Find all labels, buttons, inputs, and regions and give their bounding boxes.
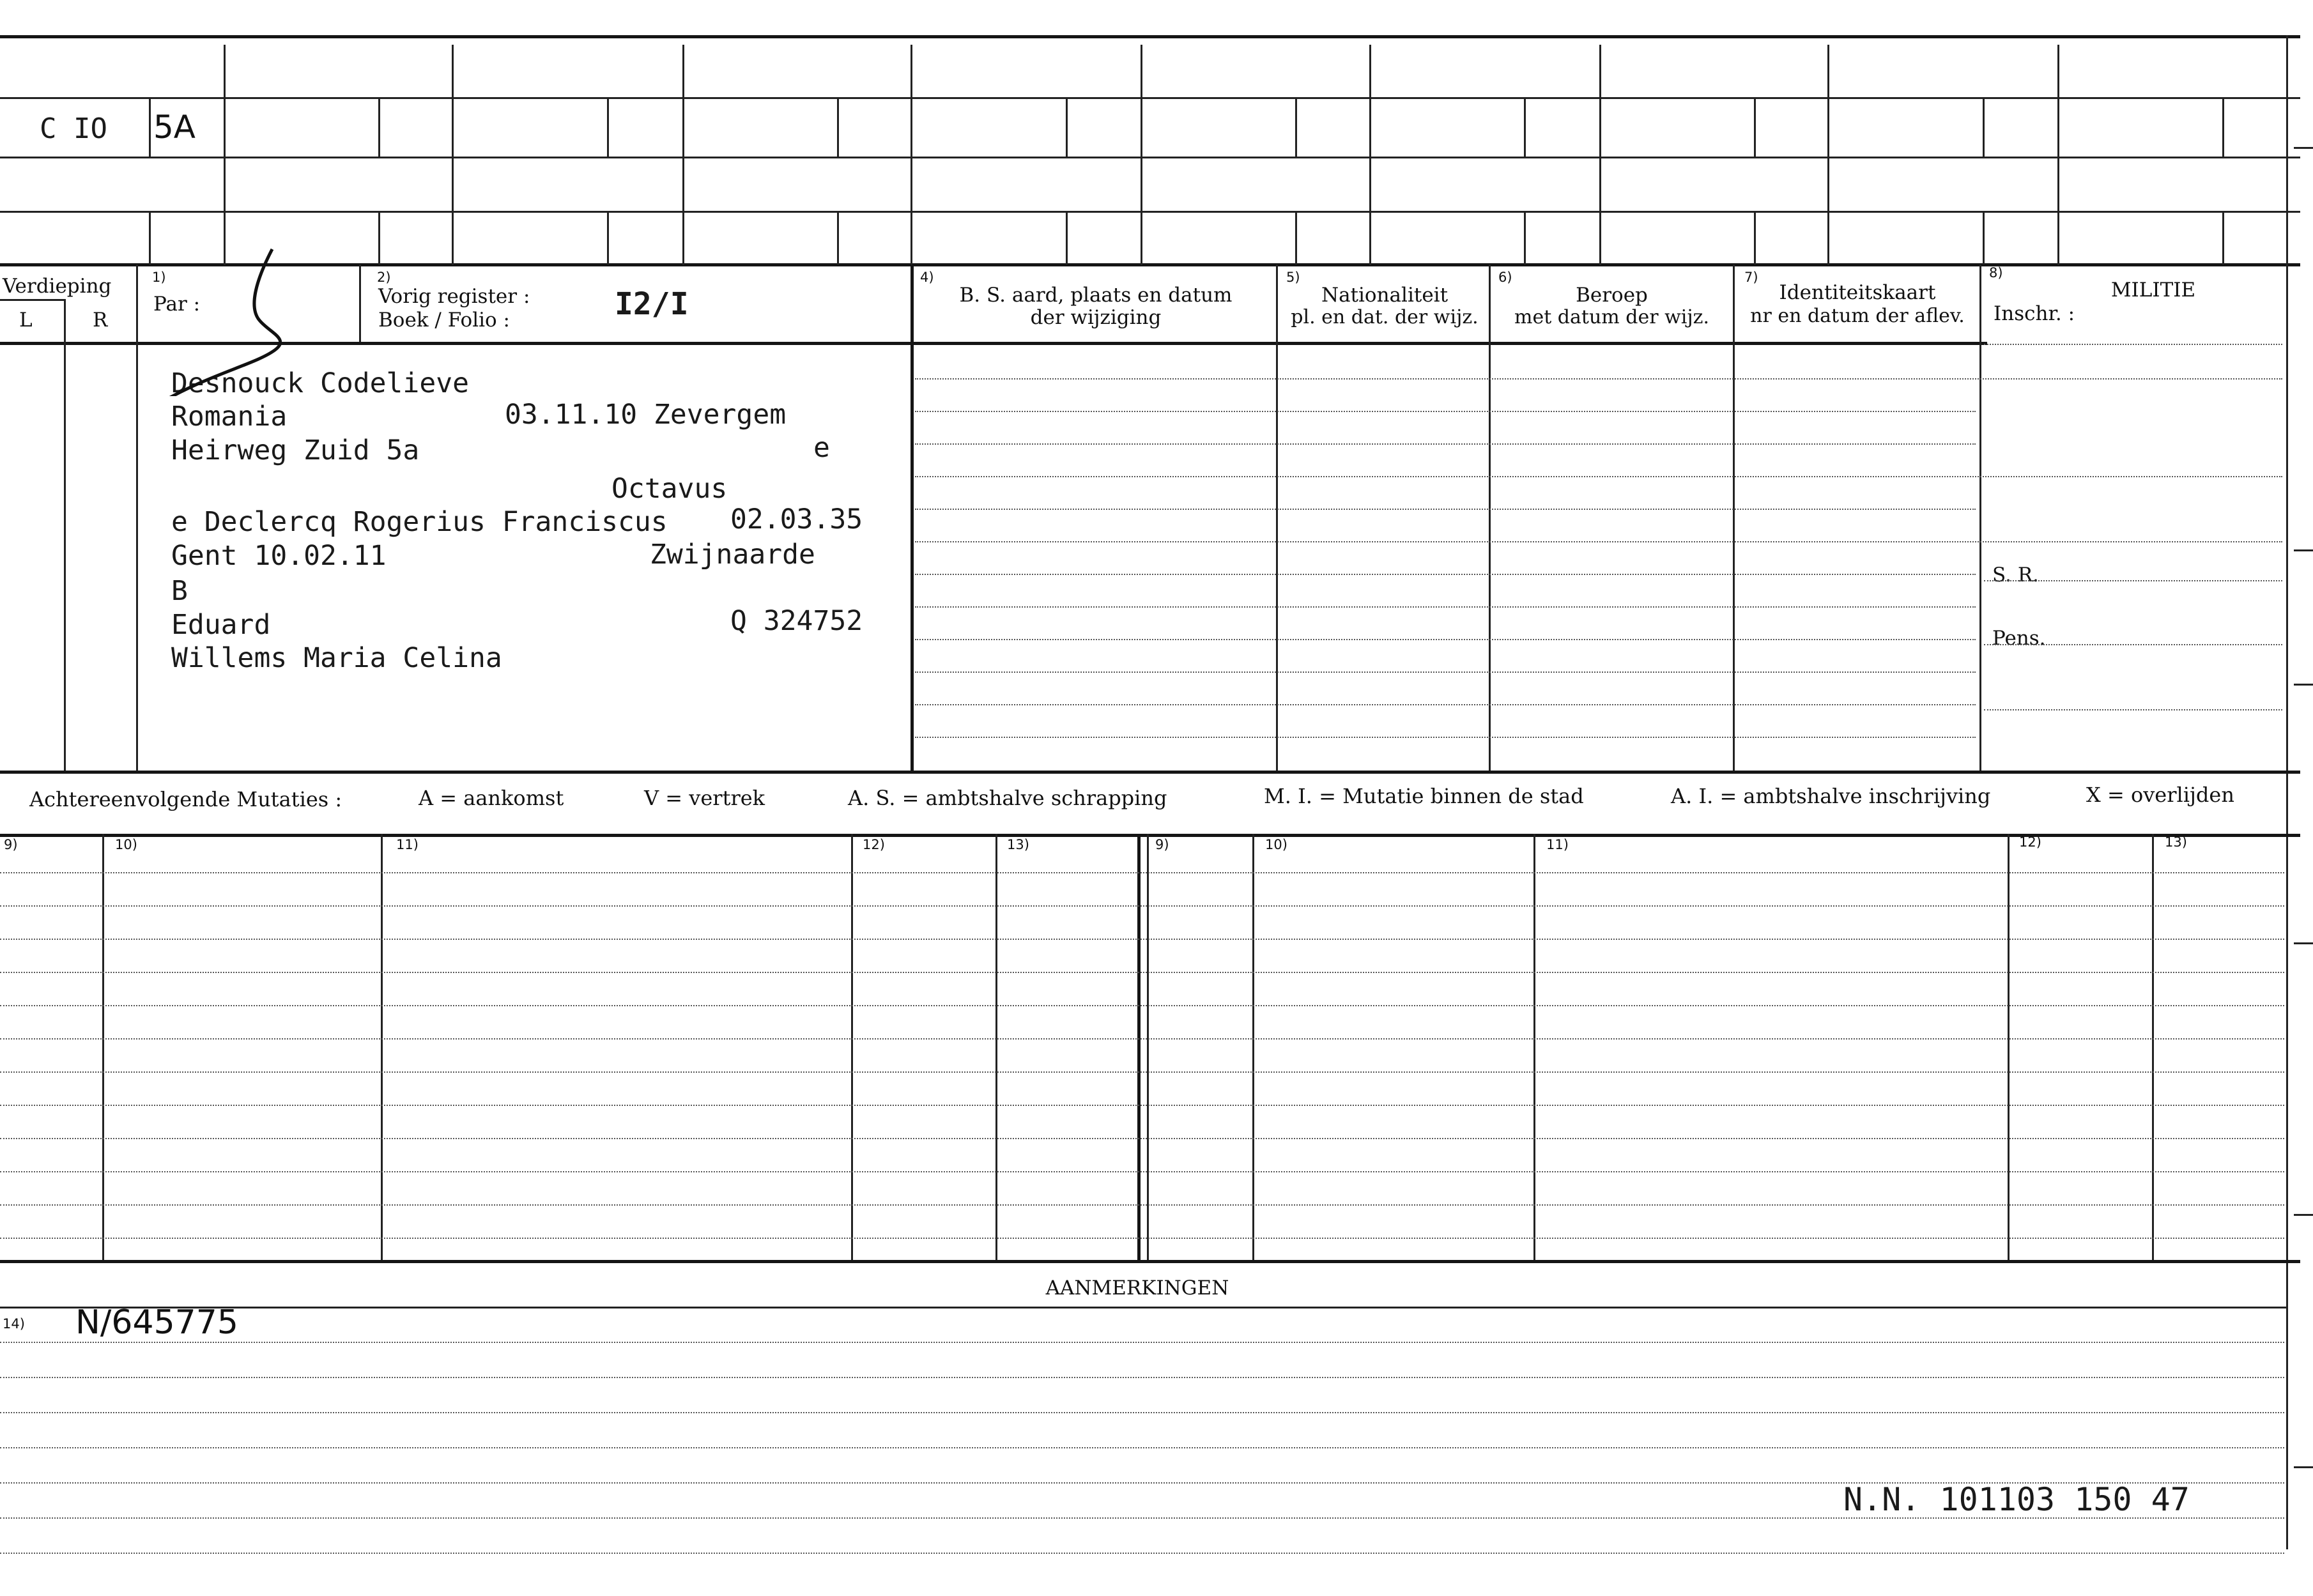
nationaliteit-header-1: Nationaliteit (1321, 284, 1449, 307)
grid-line (0, 1307, 2287, 1308)
grid-vline (2152, 834, 2154, 1262)
footnote-8: 8) (1989, 265, 2003, 280)
grid-vline (911, 45, 912, 265)
dotted-line (915, 737, 1976, 738)
grid-vline (1983, 211, 1985, 265)
col-10-left: 10) (115, 837, 137, 852)
dotted-line (0, 1238, 2284, 1239)
grid-vline (224, 45, 226, 265)
dotted-line (0, 1553, 2284, 1554)
marriage-info: Gent 10.02.11 (171, 540, 387, 572)
dotted-line (0, 1005, 2284, 1006)
dotted-line (0, 1105, 2284, 1106)
grid-vline (837, 211, 839, 265)
dotted-line (0, 972, 2284, 973)
grid-vline (607, 97, 609, 157)
grid-vline (1524, 97, 1526, 157)
col-10-right: 10) (1265, 837, 1287, 852)
grid-vline (1276, 265, 1278, 771)
grid-line (0, 299, 64, 301)
dotted-line (0, 1071, 2284, 1073)
grid-vline (1252, 834, 1254, 1262)
edge-tick (2294, 147, 2313, 149)
grid-vline (1754, 211, 1756, 265)
footnote-4: 4) (920, 270, 934, 285)
spouse-date: 02.03.35 (730, 503, 863, 535)
b-mark: B (171, 575, 188, 607)
mutaties-title: Achtereenvolgende Mutaties : (29, 787, 342, 811)
dotted-line (0, 1204, 2284, 1206)
col-11-left: 11) (396, 837, 419, 852)
grid-vline (149, 211, 151, 265)
person-name: Desnouck Codelieve (171, 367, 469, 399)
dotted-line (915, 606, 1976, 608)
dotted-line (915, 541, 2282, 542)
top-border (0, 35, 2300, 38)
col-9-right: 9) (1155, 837, 1169, 852)
grid-vline (1369, 45, 1371, 265)
dotted-line (0, 872, 2284, 873)
col-12-left: 12) (863, 837, 885, 852)
footnote-5: 5) (1286, 270, 1300, 285)
grid-vline (102, 834, 104, 1262)
dotted-line (1984, 344, 2282, 345)
register-number: 5A (153, 109, 196, 146)
dotted-line (0, 1342, 2284, 1343)
grid-vline (1754, 97, 1756, 157)
beroep-header-1: Beroep (1576, 284, 1648, 307)
grid-vline (359, 265, 361, 342)
grid-vline (1827, 45, 1829, 265)
pens-label: Pens. (1992, 627, 2046, 650)
grid-vline (136, 265, 138, 771)
legend-mi: M. I. = Mutatie binnen de stad (1264, 784, 1584, 808)
grid-vline (1066, 211, 1068, 265)
dotted-line (0, 939, 2284, 940)
aanmerkingen-title: AANMERKINGEN (1045, 1277, 1229, 1300)
beroep-header-2: met datum der wijz. (1514, 306, 1709, 328)
grid-vline (1733, 265, 1735, 771)
dotted-line (915, 411, 1976, 412)
mother-name: Willems Maria Celina (171, 642, 502, 674)
right-border (2286, 35, 2288, 1549)
footnote-14: 14) (3, 1316, 25, 1331)
dotted-line (915, 476, 2282, 477)
edge-tick (2294, 549, 2313, 551)
footnote-6: 6) (1498, 270, 1512, 285)
remarks-stamp: N/645775 (75, 1303, 238, 1342)
edge-tick (2294, 1214, 2313, 1216)
grid-vline (378, 97, 380, 157)
verdieping-label: Verdieping (3, 275, 112, 298)
grid-vline (2222, 211, 2224, 265)
grid-vline (851, 834, 853, 1262)
grid-vline (1147, 834, 1149, 1262)
bs-header-1: B. S. aard, plaats en datum (959, 284, 1233, 307)
dotted-line (915, 704, 1976, 705)
dotted-line (1984, 580, 2282, 581)
person-nationality: Romania (171, 401, 288, 433)
dotted-line (0, 1138, 2284, 1139)
grid-vline (452, 45, 454, 265)
grid-vline (1489, 265, 1491, 771)
edge-tick (2294, 684, 2313, 686)
footnote-2: 2) (377, 270, 391, 285)
grid-vline (995, 834, 997, 1262)
grid-vline (64, 299, 66, 771)
identiteitskaart-header-1: Identiteitskaart (1779, 281, 1936, 304)
nn-number: N.N. 101103 150 47 (1843, 1481, 2190, 1518)
par-label: Par : (153, 293, 201, 316)
vorig-register-label: Vorig register : (378, 285, 530, 308)
boek-folio-label: Boek / Folio : (378, 309, 510, 332)
grid-vline (1599, 45, 1601, 265)
grid-vline (1524, 211, 1526, 265)
grid-vline (837, 97, 839, 157)
col-11-right: 11) (1546, 837, 1569, 852)
spouse-extra-name: Octavus (611, 473, 728, 505)
handwritten-mark (153, 243, 313, 396)
grid-vline (378, 211, 380, 265)
dotted-line (0, 1447, 2284, 1448)
e-mark: e (813, 432, 830, 464)
dotted-line (915, 443, 1976, 445)
section-line (0, 834, 2300, 837)
col-13-right: 13) (2165, 834, 2187, 850)
legend-ai: A. I. = ambtshalve inschrijving (1671, 784, 1991, 808)
father-name: Eduard (171, 609, 271, 641)
grid-vline (1295, 97, 1297, 157)
grid-vline (1295, 211, 1297, 265)
section-line (0, 1260, 2300, 1263)
grid-line (0, 97, 2300, 99)
dotted-line (915, 671, 1976, 673)
footnote-1: 1) (152, 270, 166, 285)
dotted-line (1984, 709, 2282, 710)
grid-vline (2008, 834, 2009, 1262)
grid-vline (911, 265, 914, 771)
grid-vline (1979, 265, 1981, 771)
dotted-line (915, 509, 1976, 510)
col-9-left: 9) (4, 837, 18, 852)
grid-line (0, 263, 2300, 266)
dotted-line (0, 905, 2284, 907)
dotted-line (0, 1171, 2284, 1172)
id-number: Q 324752 (730, 605, 863, 637)
col-12-right: 12) (2019, 834, 2041, 850)
r-label: R (93, 309, 108, 332)
spouse-name: e Declercq Rogerius Franciscus (171, 506, 668, 538)
dotted-line (1984, 644, 2282, 645)
vorig-register-value: I2/I (615, 286, 689, 322)
footnote-7: 7) (1744, 270, 1758, 285)
person-address: Heirweg Zuid 5a (171, 434, 420, 466)
edge-tick (2294, 942, 2313, 944)
l-label: L (19, 309, 33, 332)
grid-vline (1066, 97, 1068, 157)
dotted-line (0, 1412, 2284, 1413)
spouse-place: Zwijnaarde (650, 539, 815, 571)
sr-label: S. R. (1992, 564, 2040, 587)
section-line (0, 771, 2300, 774)
grid-vline (1137, 834, 1141, 1262)
dotted-line (915, 639, 1976, 640)
register-code: C IO (40, 112, 107, 145)
dotted-line (915, 574, 1976, 575)
inschr-label: Inschr. : (1994, 302, 2075, 325)
legend-x: X = overlijden (2086, 783, 2234, 807)
dotted-line (915, 378, 2282, 380)
grid-vline (2057, 45, 2059, 265)
grid-vline (2222, 97, 2224, 157)
grid-vline (381, 834, 383, 1262)
grid-vline (1141, 45, 1142, 265)
nationaliteit-header-2: pl. en dat. der wijz. (1291, 306, 1479, 328)
grid-line (0, 157, 2300, 158)
dotted-line (0, 1377, 2284, 1378)
bs-header-2: der wijziging (1030, 306, 1162, 329)
grid-vline (682, 45, 684, 265)
grid-vline (149, 97, 151, 157)
grid-vline (1983, 97, 1985, 157)
militie-header: MILITIE (2110, 279, 2196, 302)
edge-tick (2294, 1466, 2313, 1468)
legend-v: V = vertrek (644, 786, 765, 810)
grid-vline (607, 211, 609, 265)
person-birth: 03.11.10 Zevergem (505, 399, 787, 431)
dotted-line (0, 1038, 2284, 1040)
legend-as: A. S. = ambtshalve schrapping (848, 786, 1167, 810)
legend-a: A = aankomst (419, 786, 564, 810)
col-13-left: 13) (1007, 837, 1029, 852)
grid-line (0, 211, 2300, 213)
identiteitskaart-header-2: nr en datum der aflev. (1750, 305, 1965, 327)
grid-vline (1533, 834, 1535, 1262)
